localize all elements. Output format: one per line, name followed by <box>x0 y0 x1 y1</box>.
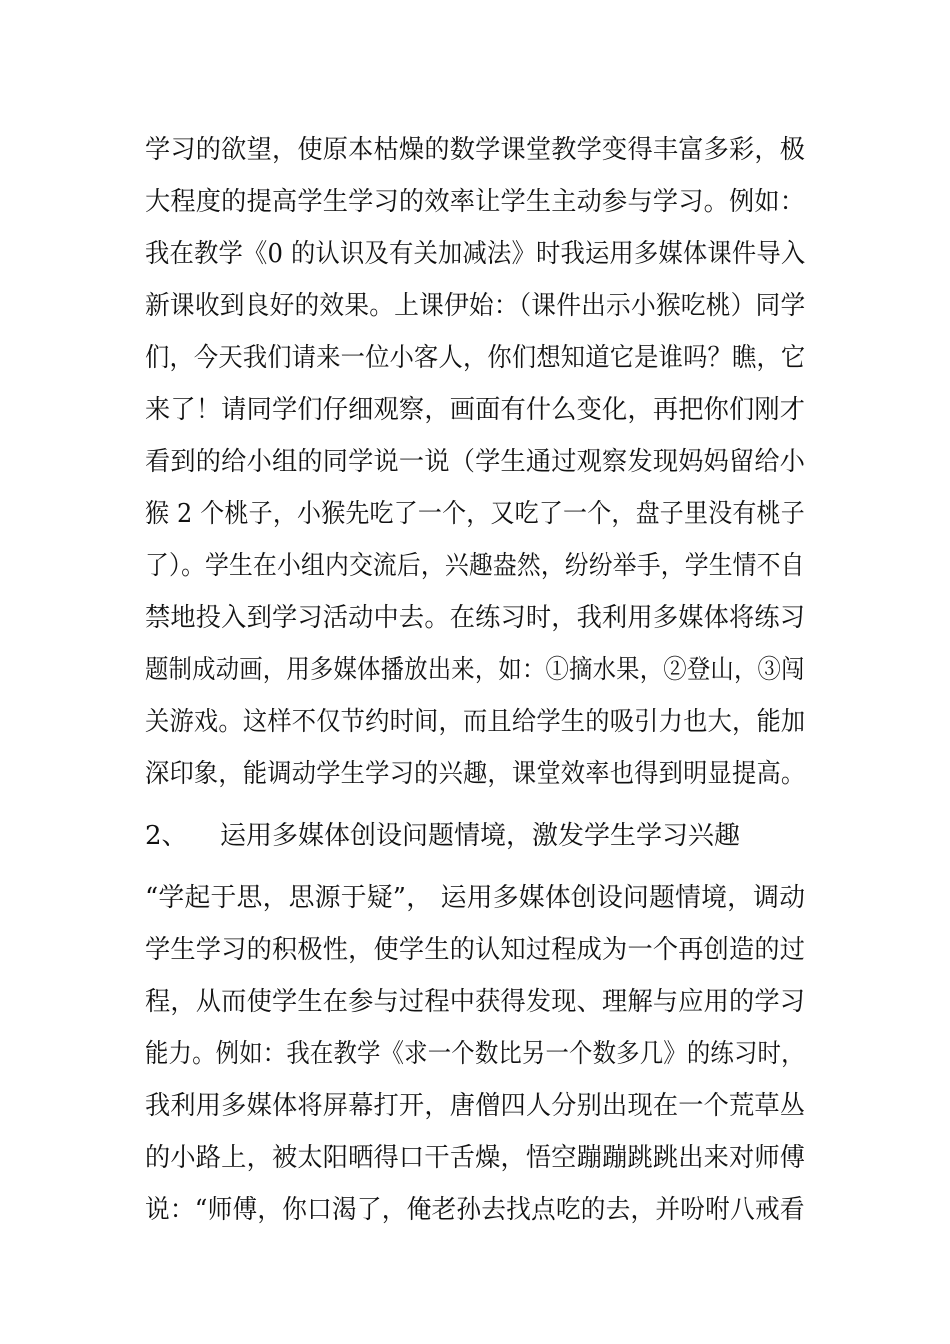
text-line: 的小路上，被太阳晒得口干舌燥，悟空蹦蹦跳跳出来对师傅 <box>145 1143 806 1173</box>
text-line: 了）。学生在小组内交流后，兴趣盎然，纷纷举手，学生情不自 <box>145 551 805 581</box>
text-line: 关游戏。这样不仅节约时间，而且给学生的吸引力也大，能加 <box>145 707 806 737</box>
text-line: 题制成动画，用多媒体播放出来，如：①摘水果，②登山，③闯 <box>145 655 805 685</box>
text-line: 学习的欲望，使原本枯燥的数学课堂教学变得丰富多彩，极 <box>145 135 806 165</box>
text-line: 猴 2 个桃子，小猴先吃了一个，又吃了一个，盘子里没有桃子 <box>145 499 805 529</box>
text-line: “学起于思，思源于疑”， 运用多媒体创设问题情境，调动 <box>145 883 806 913</box>
heading-number: 2、 <box>145 821 188 851</box>
text-line: 能力。例如：我在教学《求一个数比另一个数多几》的练习时， <box>145 1039 805 1069</box>
text-line: 说：“师傅，你口渴了，俺老孙去找点吃的去，并吩咐八戒看 <box>145 1195 805 1225</box>
text-line: 大程度的提高学生学习的效率让学生主动参与学习。例如： <box>145 187 806 217</box>
text-line: 禁地投入到学习活动中去。在练习时，我利用多媒体将练习 <box>145 603 806 633</box>
text-line: 我在教学《0 的认识及有关加减法》时我运用多媒体课件导入 <box>145 239 806 269</box>
text-line: 新课收到良好的效果。上课伊始：（课件出示小猴吃桃）同学 <box>145 291 806 321</box>
text-line: 我利用多媒体将屏幕打开，唐僧四人分别出现在一个荒草丛 <box>145 1091 806 1121</box>
text-line: 们，今天我们请来一位小客人，你们想知道它是谁吗？瞧，它 <box>145 343 806 373</box>
text-line: 看到的给小组的同学说一说（学生通过观察发现妈妈留给小 <box>145 447 806 477</box>
text-line: 学生学习的积极性，使学生的认知过程成为一个再创造的过 <box>145 935 806 965</box>
text-line: 来了！请同学们仔细观察，画面有什么变化，再把你们刚才 <box>145 395 806 425</box>
text-line: 程，从而使学生在参与过程中获得发现、理解与应用的学习 <box>145 987 806 1017</box>
text-line: 深印象，能调动学生学习的兴趣，课堂效率也得到明显提高。 <box>145 759 806 789</box>
heading-title: 运用多媒体创设问题情境，激发学生学习兴趣 <box>220 821 741 851</box>
